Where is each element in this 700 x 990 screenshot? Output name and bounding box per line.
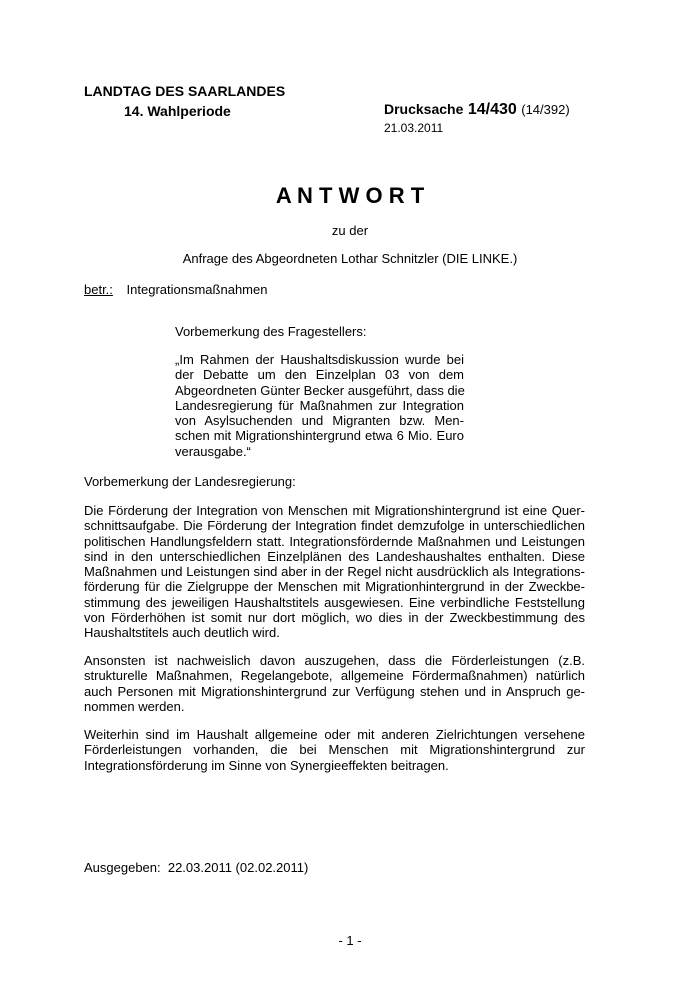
paragraph-2 — [84, 653, 585, 714]
quote-line: Landesregierung für Maßnahmen zur Integration — [175, 397, 464, 413]
quote-line: der Debatte um den Einzelplan 03 von dem — [175, 367, 464, 383]
paragraph-line: auch Personen mit Migrationshintergrund zur Verfügung stehen und in Anspruch ge- — [84, 683, 585, 699]
paragraph-line: von Förderhöhen ist somit nur dort möglich, wo dies in der Zweckbestimmung des — [84, 610, 585, 626]
quote-line: von Asylsuchenden und Migranten bzw. Men- — [175, 413, 464, 429]
quote-line: „Im Rahmen der Haushaltsdiskussion wurde bei — [175, 352, 464, 367]
paragraph-line: Integrationsförderung im Sinne von Synergieeffekten beitragen. — [84, 757, 449, 773]
paragraph-line: Die Förderung der Integration von Menschen mit Migrationshintergrund ist eine Quer- — [84, 503, 585, 518]
paragraph-line: Ansonsten ist nachweislich davon auszugehen, dass die Förderleistungen (z.B. — [84, 653, 585, 668]
subject-label: betr.: — [84, 282, 113, 297]
paragraph-3 — [84, 727, 585, 773]
paragraph-1 — [84, 503, 585, 641]
paragraph-line: sind in den unterschiedlichen Einzelplänen des Landeshaushaltes enthalten. Diese — [84, 548, 585, 564]
drucksache-label: Drucksache — [384, 101, 464, 117]
subject-text: Integrationsmaßnahmen — [126, 282, 268, 297]
document-title: A N T W O R T — [275, 183, 425, 208]
inquiry-line: Anfrage des Abgeordneten Lothar Schnitzler (DIE LINKE.) — [182, 251, 518, 266]
drucksache-number: 14/430 — [467, 101, 517, 118]
questioner-note-heading: Vorbemerkung des Fragestellers: — [175, 324, 367, 339]
paragraph-line: schnittsaufgabe. Die Förderung der Integration findet demzufolge in unterschiedlichen — [84, 518, 585, 534]
issued-date: Ausgegeben: 22.03.2011 (02.02.2011) — [84, 860, 309, 875]
paragraph-line: Weiterhin sind im Haushalt allgemeine oder mit anderen Zielrichtungen versehene — [84, 727, 585, 742]
drucksache-block — [384, 101, 570, 119]
page-number: - 1 - — [338, 933, 362, 948]
document-subtitle: zu der — [331, 223, 369, 238]
paragraph-line: politischen Handlungsfeldern statt. Integrationsfördernde Maßnahmen und Leistungen — [84, 533, 585, 549]
paragraph-line: strukturelle Maßnahmen, Regelangebote, allgemeine Fördermaßnahmen) natürlich — [84, 668, 585, 684]
quote-line: Abgeordneten Günter Becker ausgeführt, dass die — [175, 382, 465, 398]
legislative-period: 14. Wahlperiode — [124, 103, 231, 119]
subject-line — [84, 282, 267, 297]
questioner-quote — [175, 352, 464, 459]
paragraph-line: Förderleistungen vorhanden, die bei Menschen mit Migrationshintergrund zur — [84, 742, 585, 758]
drucksache-reference: (14/392) — [521, 102, 570, 117]
quote-line: schen mit Migrationshintergrund etwa 6 Mio. Euro — [175, 428, 464, 444]
paragraph-line: Maßnahmen und Leistungen sind aber in der Regel nicht ausdrücklich als Integrations- — [84, 564, 585, 580]
paragraph-line: Haushaltstitels auch deutlich wird. — [84, 625, 280, 641]
quote-line: verausgabe.“ — [175, 443, 251, 459]
paragraph-line: stimmung des jeweiligen Haushaltstitels ausgewiesen. Eine verbindliche Feststellung — [84, 594, 585, 610]
parliament-name: LANDTAG DES SAARLANDES — [84, 83, 286, 99]
paragraph-line: nommen werden. — [84, 698, 185, 714]
government-note-heading: Vorbemerkung der Landesregierung: — [84, 474, 296, 489]
paragraph-line: förderung für die Zielgruppe der Menschen mit Migrationhintergrund in der Zweckbe- — [84, 579, 585, 595]
document-date: 21.03.2011 — [384, 121, 444, 135]
